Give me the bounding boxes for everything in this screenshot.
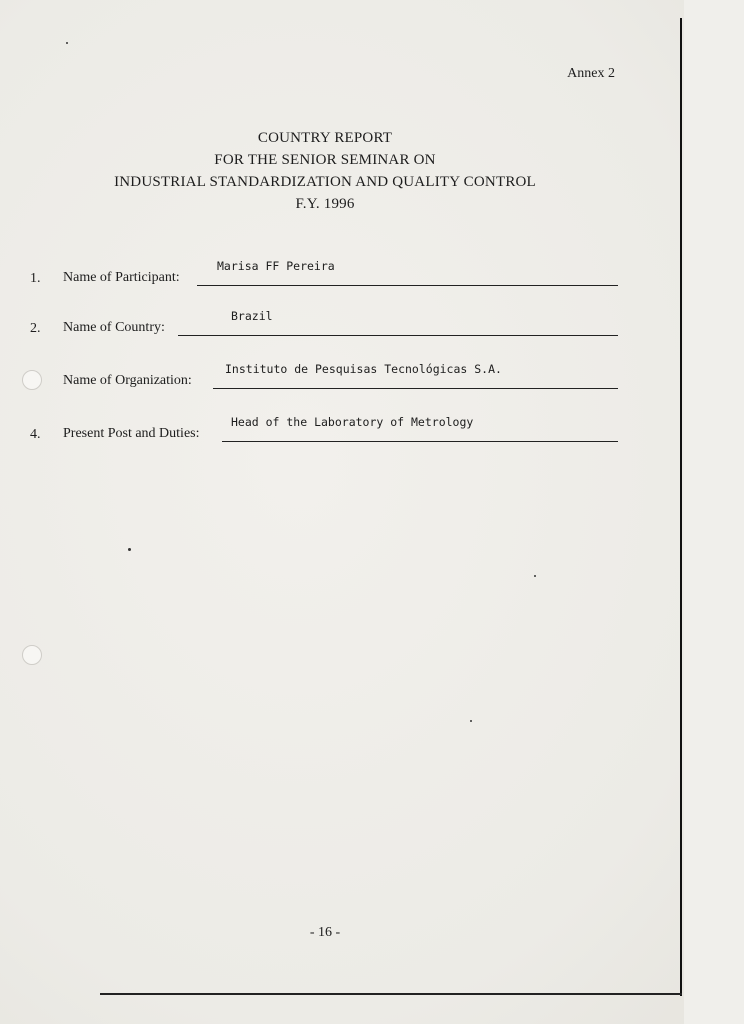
header-line-1: COUNTRY REPORT <box>257 130 393 146</box>
field-participant <box>30 259 630 293</box>
page-border-right <box>680 18 682 996</box>
speck <box>534 575 536 577</box>
page-number: - 16 - <box>309 925 341 940</box>
punch-hole-bottom <box>22 645 42 665</box>
header-line-4: F.Y. 1996 <box>295 196 355 212</box>
speck <box>470 720 472 722</box>
participant-name-value: Marisa FF Pereira <box>217 259 335 273</box>
field-number: 4. <box>30 427 41 442</box>
field-organization <box>30 362 630 396</box>
header-line-2: FOR THE SENIOR SEMINAR ON <box>214 152 436 168</box>
country-value: Brazil <box>231 309 273 323</box>
field-label: Name of Country: <box>63 320 165 335</box>
report-header <box>0 127 650 215</box>
field-underline <box>197 285 618 286</box>
field-number: 2. <box>30 321 41 336</box>
speck <box>128 548 131 551</box>
field-underline <box>222 441 618 442</box>
field-post-duties <box>30 415 630 449</box>
field-label: Name of Organization: <box>63 373 192 388</box>
field-number: 1. <box>30 271 41 286</box>
page-border-bottom <box>100 993 682 995</box>
scan-margin <box>684 0 744 1024</box>
field-label: Name of Participant: <box>63 270 180 285</box>
post-duties-value: Head of the Laboratory of Metrology <box>231 415 474 429</box>
organization-value: Instituto de Pesquisas Tecnológicas S.A. <box>225 362 502 376</box>
field-country <box>30 309 630 343</box>
field-underline <box>178 335 618 336</box>
annex-label: Annex 2 <box>567 66 615 81</box>
field-label: Present Post and Duties: <box>63 426 200 441</box>
speck <box>66 42 68 44</box>
field-underline <box>213 388 618 389</box>
header-line-3: INDUSTRIAL STANDARDIZATION AND QUALITY CONTROL <box>114 174 536 190</box>
